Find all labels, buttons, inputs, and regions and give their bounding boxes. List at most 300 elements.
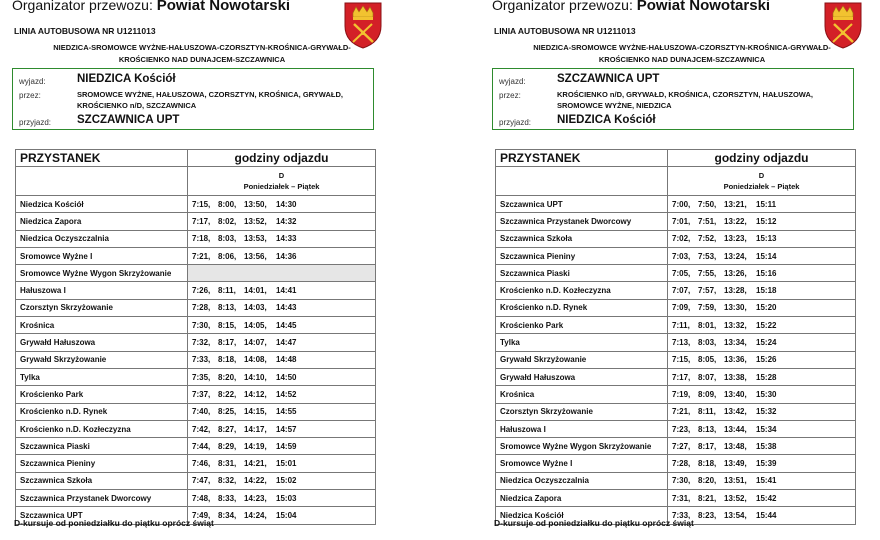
table-row <box>16 282 376 299</box>
table-row <box>16 351 376 368</box>
departure-stop: NIEDZICA Kościół <box>77 73 176 85</box>
course-header-blank <box>16 167 188 196</box>
departure-time: 7:51, <box>698 216 717 226</box>
departure-time: 7:47, <box>192 476 211 486</box>
departure-time: 15:02 <box>276 476 297 486</box>
departure-time: 7:50, <box>698 199 717 209</box>
departure-time: 7:49, <box>192 510 211 520</box>
departure-time: 15:34 <box>756 424 777 434</box>
table-row <box>16 196 376 213</box>
departure-time: 8:20, <box>698 476 717 486</box>
stop-name: Hałuszowa I <box>496 420 668 437</box>
departure-time: 7:15, <box>192 199 211 209</box>
departure-time: 8:20, <box>218 372 237 382</box>
table-row <box>16 472 376 489</box>
departure-time: 7:35, <box>192 372 211 382</box>
departure-time: 7:13, <box>672 338 691 348</box>
departure-times <box>188 438 376 455</box>
stop-name: Sromowce Wyżne Wygon Skrzyżowanie <box>16 265 188 282</box>
timetable <box>15 149 376 525</box>
departure-time: 14:10, <box>244 372 267 382</box>
route-summary-box <box>12 68 374 130</box>
departure-times <box>668 196 856 213</box>
departure-time: 8:22, <box>218 389 237 399</box>
departure-time: 7:15, <box>672 355 691 365</box>
course-header <box>188 167 376 196</box>
stop-name: Niedzica Zapora <box>496 490 668 507</box>
departure-time: 14:24, <box>244 510 267 520</box>
stop-name: Niedzica Oczyszczalnia <box>16 230 188 247</box>
departure-time: 8:25, <box>218 407 237 417</box>
departure-times <box>188 368 376 385</box>
departure-time: 7:40, <box>192 407 211 417</box>
departure-time: 15:39 <box>756 459 777 469</box>
departure-times <box>188 213 376 230</box>
arrival-label: przyjazd: <box>499 118 532 127</box>
departure-times <box>188 472 376 489</box>
departure-time: 14:19, <box>244 441 267 451</box>
departure-times <box>668 438 856 455</box>
departure-time: 14:17, <box>244 424 267 434</box>
departure-times <box>668 472 856 489</box>
departure-time: 14:32 <box>276 216 297 226</box>
departure-time: 14:12, <box>244 389 267 399</box>
departure-times <box>188 247 376 264</box>
stop-name: Szczawnica Przystanek Dworcowy <box>496 213 668 230</box>
table-row <box>496 299 856 316</box>
table-row <box>496 247 856 264</box>
stop-name: Hałuszowa I <box>16 282 188 299</box>
table-row <box>16 213 376 230</box>
stop-name: Grywałd Skrzyżowanie <box>16 351 188 368</box>
departure-times <box>668 282 856 299</box>
stop-name: Szczawnica Piaski <box>16 438 188 455</box>
departure-times <box>668 420 856 437</box>
departure-time: 7:18, <box>192 234 211 244</box>
departure-times <box>188 351 376 368</box>
departure-time: 14:21, <box>244 459 267 469</box>
table-row <box>496 455 856 472</box>
departure-time: 15:41 <box>756 476 777 486</box>
column-header-times: godziny odjazdu <box>188 150 376 167</box>
route-summary-box <box>492 68 854 130</box>
departure-time: 7:53, <box>698 251 717 261</box>
departure-label: wyjazd: <box>499 77 526 86</box>
stop-name: Szczawnica Przystanek Dworcowy <box>16 490 188 507</box>
departure-times <box>668 386 856 403</box>
departure-time: 14:07, <box>244 338 267 348</box>
departure-time: 15:38 <box>756 441 777 451</box>
route-line-2: KROŚCIENKO NAD DUNAJCEM-SZCZAWNICA <box>118 55 286 64</box>
via-stops: SROMOWCE WYŻNE, HAŁUSZOWA, CZORSZTYN, KROŚNICA, GRYWAŁD, KROŚCIENKO n/D, SZCZAWNICA <box>77 90 343 110</box>
departure-time: 14:08, <box>244 355 267 365</box>
via-stops: KROŚCIENKO n/D, GRYWAŁD, KROŚNICA, CZORSZTYN, HAŁUSZOWA, SROMOWCE WYŻNE, NIEDZICA <box>557 90 813 110</box>
departure-times <box>188 334 376 351</box>
course-code: D <box>758 171 765 180</box>
course-days: Poniedziałek – Piątek <box>243 182 320 191</box>
departure-times <box>668 213 856 230</box>
route-description <box>492 42 872 66</box>
departure-time: 7:11, <box>672 320 690 330</box>
departure-time: 8:27, <box>218 424 237 434</box>
departure-time: 13:32, <box>724 320 747 330</box>
departure-time: 7:07, <box>672 286 691 296</box>
timetable-page-return <box>492 0 872 540</box>
departure-time: 7:57, <box>698 286 717 296</box>
departure-time: 8:00, <box>218 199 237 209</box>
table-row <box>16 299 376 316</box>
departure-time: 8:02, <box>218 216 237 226</box>
route-description <box>12 42 392 66</box>
stop-name: Tylka <box>16 368 188 385</box>
route-line-2: KROŚCIENKO NAD DUNAJCEM-SZCZAWNICA <box>598 55 766 64</box>
departure-time: 15:18 <box>756 286 777 296</box>
departure-time: 7:37, <box>192 389 211 399</box>
departure-time: 7:59, <box>698 303 717 313</box>
departure-time: 13:52, <box>724 493 747 503</box>
departure-times <box>188 507 376 524</box>
departure-time: 7:42, <box>192 424 211 434</box>
stop-name: Grywałd Hałuszowa <box>496 368 668 385</box>
timetable-page-outbound <box>12 0 392 540</box>
stop-name: Krościenko n.D. Rynek <box>16 403 188 420</box>
departure-time: 15:32 <box>756 407 777 417</box>
departure-time: 13:24, <box>724 251 747 261</box>
departure-time: 8:03, <box>698 338 717 348</box>
stop-name: Sromowce Wyżne I <box>496 455 668 472</box>
departure-time: 15:16 <box>756 268 777 278</box>
departure-times <box>188 420 376 437</box>
departure-time: 14:50 <box>276 372 297 382</box>
departure-stop: SZCZAWNICA UPT <box>557 73 660 85</box>
departure-times <box>668 317 856 334</box>
departure-time: 8:31, <box>218 459 237 469</box>
departure-time: 8:32, <box>218 476 237 486</box>
departure-times <box>188 196 376 213</box>
table-row <box>496 420 856 437</box>
departure-time: 14:43 <box>276 303 297 313</box>
departure-time: 8:18, <box>218 355 237 365</box>
stop-name: Szczawnica Pieniny <box>16 455 188 472</box>
departure-times <box>188 265 376 282</box>
organizer-label: Organizator przewozu: <box>12 0 153 13</box>
departure-time: 15:30 <box>756 389 777 399</box>
departure-time: 15:26 <box>756 355 777 365</box>
course-header-row <box>496 167 856 196</box>
departure-time: 8:18, <box>698 459 717 469</box>
departure-time: 15:42 <box>756 493 777 503</box>
departure-time: 15:28 <box>756 372 777 382</box>
departure-time: 14:05, <box>244 320 267 330</box>
departure-time: 13:49, <box>724 459 747 469</box>
via-label: przez: <box>19 91 41 100</box>
departure-time: 7:19, <box>672 389 691 399</box>
departure-time: 7:00, <box>672 199 691 209</box>
table-row <box>496 213 856 230</box>
departure-time: 8:23, <box>698 510 717 520</box>
departure-time: 7:26, <box>192 286 211 296</box>
departure-time: 7:48, <box>192 493 211 503</box>
table-row <box>16 230 376 247</box>
via-label: przez: <box>499 91 521 100</box>
organizer-line <box>492 0 770 14</box>
table-row <box>496 196 856 213</box>
departure-time: 13:44, <box>724 424 747 434</box>
departure-times <box>668 247 856 264</box>
line-number: LINIA AUTOBUSOWA NR U1211013 <box>14 26 156 36</box>
table-row <box>496 282 856 299</box>
table-row <box>496 265 856 282</box>
course-days: Poniedziałek – Piątek <box>723 182 800 191</box>
departure-times <box>188 455 376 472</box>
column-header-stop: PRZYSTANEK <box>16 150 188 167</box>
departure-time: 13:52, <box>244 216 267 226</box>
departure-times <box>668 403 856 420</box>
table-row <box>16 386 376 403</box>
departure-time: 14:33 <box>276 234 297 244</box>
departure-times <box>668 230 856 247</box>
departure-time: 13:51, <box>724 476 747 486</box>
table-row <box>496 438 856 455</box>
departure-time: 8:21, <box>698 493 717 503</box>
stop-name: Krośnica <box>16 317 188 334</box>
departure-time: 7:27, <box>672 441 691 451</box>
table-row <box>496 490 856 507</box>
departure-time: 13:26, <box>724 268 747 278</box>
departure-time: 14:48 <box>276 355 297 365</box>
route-line-1: NIEDZICA-SROMOWCE WYŻNE-HAŁUSZOWA-CZORSZTYN-KROŚNICA-GRYWAŁD- <box>53 43 351 52</box>
departure-time: 7:44, <box>192 441 211 451</box>
departure-time: 14:22, <box>244 476 267 486</box>
departure-time: 7:33, <box>672 510 691 520</box>
departure-time: 8:33, <box>218 493 237 503</box>
departure-times <box>668 507 856 524</box>
departure-time: 14:03, <box>244 303 267 313</box>
departure-time: 15:14 <box>756 251 777 261</box>
stop-name: Szczawnica Pieniny <box>496 247 668 264</box>
departure-time: 15:03 <box>276 493 297 503</box>
departure-time: 8:29, <box>218 441 237 451</box>
column-header-stop: PRZYSTANEK <box>496 150 668 167</box>
organizer-label: Organizator przewozu: <box>492 0 633 13</box>
departure-time: 14:57 <box>276 424 297 434</box>
departure-time: 15:22 <box>756 320 777 330</box>
departure-time: 7:17, <box>192 216 211 226</box>
stop-name: Szczawnica Szkoła <box>496 230 668 247</box>
departure-time: 13:36, <box>724 355 747 365</box>
stop-name: Czorsztyn Skrzyżowanie <box>496 403 668 420</box>
departure-time: 7:32, <box>192 338 211 348</box>
departure-times <box>668 265 856 282</box>
stop-name: Szczawnica UPT <box>16 507 188 524</box>
departure-time: 8:15, <box>218 320 237 330</box>
stop-name: Krościenko n.D. Kozłeczyzna <box>16 420 188 437</box>
departure-time: 7:21, <box>192 251 211 261</box>
stop-name: Szczawnica UPT <box>496 196 668 213</box>
departure-time: 7:52, <box>698 234 717 244</box>
stop-name: Niedzica Kościół <box>496 507 668 524</box>
departure-time: 8:17, <box>218 338 237 348</box>
departure-time: 7:02, <box>672 234 691 244</box>
departure-time: 13:50, <box>244 199 267 209</box>
departure-time: 13:56, <box>244 251 267 261</box>
stop-name: Czorsztyn Skrzyżowanie <box>16 299 188 316</box>
departure-time: 14:23, <box>244 493 267 503</box>
departure-times <box>668 368 856 385</box>
departure-times <box>188 490 376 507</box>
timetable <box>495 149 856 525</box>
stop-name: Krościenko n.D. Kozłeczyzna <box>496 282 668 299</box>
departure-time: 13:23, <box>724 234 747 244</box>
arrival-label: przyjazd: <box>19 118 52 127</box>
stop-name: Tylka <box>496 334 668 351</box>
departure-time: 13:28, <box>724 286 747 296</box>
stop-name: Krościenko Park <box>496 317 668 334</box>
table-row <box>496 386 856 403</box>
departure-time: 14:47 <box>276 338 297 348</box>
departure-time: 8:11, <box>218 286 236 296</box>
table-row <box>16 265 376 282</box>
stop-name: Szczawnica Piaski <box>496 265 668 282</box>
organizer-name: Powiat Nowotarski <box>156 0 291 14</box>
table-row <box>496 368 856 385</box>
departure-time: 7:30, <box>672 476 691 486</box>
departure-time: 7:55, <box>698 268 717 278</box>
arrival-stop: NIEDZICA Kościół <box>557 114 656 126</box>
stop-name: Niedzica Oczyszczalnia <box>496 472 668 489</box>
table-row <box>16 334 376 351</box>
table-row <box>496 351 856 368</box>
departure-time: 8:07, <box>698 372 717 382</box>
departure-time: 7:03, <box>672 251 691 261</box>
stop-name: Szczawnica Szkoła <box>16 472 188 489</box>
departure-times <box>188 299 376 316</box>
departure-times <box>188 403 376 420</box>
course-header-row <box>16 167 376 196</box>
table-row <box>16 490 376 507</box>
stop-name: Krościenko n.D. Rynek <box>496 299 668 316</box>
departure-time: 13:42, <box>724 407 747 417</box>
departure-time: 13:22, <box>724 216 747 226</box>
departure-time: 14:30 <box>276 199 297 209</box>
departure-time: 15:11 <box>756 199 777 209</box>
departure-time: 14:59 <box>276 441 297 451</box>
departure-time: 7:30, <box>192 320 211 330</box>
table-header-row <box>496 150 856 167</box>
stop-name: Krośnica <box>496 386 668 403</box>
departure-time: 8:17, <box>698 441 717 451</box>
stop-name: Niedzica Kościół <box>16 196 188 213</box>
departure-times <box>188 282 376 299</box>
table-row <box>496 334 856 351</box>
departure-time: 14:01, <box>244 286 267 296</box>
departure-time: 8:03, <box>218 234 237 244</box>
departure-time: 7:17, <box>672 372 691 382</box>
departure-time: 13:53, <box>244 234 267 244</box>
stop-name: Sromowce Wyżne I <box>16 247 188 264</box>
departure-time: 13:38, <box>724 372 747 382</box>
table-row <box>16 455 376 472</box>
departure-time: 13:40, <box>724 389 747 399</box>
stop-name: Grywałd Skrzyżowanie <box>496 351 668 368</box>
table-row <box>16 247 376 264</box>
departure-label: wyjazd: <box>19 77 46 86</box>
departure-time: 8:34, <box>218 510 237 520</box>
departure-time: 8:13, <box>698 424 717 434</box>
departure-time: 14:41 <box>276 286 297 296</box>
table-row <box>496 317 856 334</box>
table-row <box>496 230 856 247</box>
table-header-row <box>16 150 376 167</box>
table-row <box>496 403 856 420</box>
departure-time: 8:11, <box>698 407 716 417</box>
departure-time: 7:31, <box>672 493 691 503</box>
departure-time: 7:01, <box>672 216 691 226</box>
stop-name: Grywałd Hałuszowa <box>16 334 188 351</box>
departure-time: 7:33, <box>192 355 211 365</box>
organizer-name: Powiat Nowotarski <box>636 0 771 14</box>
table-row <box>16 368 376 385</box>
departure-times <box>668 351 856 368</box>
departure-time: 14:45 <box>276 320 297 330</box>
departure-times <box>668 299 856 316</box>
departure-time: 14:36 <box>276 251 297 261</box>
departure-times <box>668 334 856 351</box>
course-header-blank <box>496 167 668 196</box>
stop-name: Sromowce Wyżne Wygon Skrzyżowanie <box>496 438 668 455</box>
departure-time: 13:21, <box>724 199 747 209</box>
departure-time: 7:28, <box>672 459 691 469</box>
stop-name: Niedzica Zapora <box>16 213 188 230</box>
departure-time: 8:01, <box>698 320 717 330</box>
departure-time: 13:54, <box>724 510 747 520</box>
departure-time: 15:13 <box>756 234 777 244</box>
departure-time: 13:30, <box>724 303 747 313</box>
departure-times <box>188 317 376 334</box>
departure-time: 14:52 <box>276 389 297 399</box>
stop-name: Krościenko Park <box>16 386 188 403</box>
table-row <box>496 472 856 489</box>
table-row <box>16 317 376 334</box>
departure-times <box>668 490 856 507</box>
departure-time: 15:20 <box>756 303 777 313</box>
line-number: LINIA AUTOBUSOWA NR U1211013 <box>494 26 636 36</box>
table-row <box>16 420 376 437</box>
departure-time: 14:55 <box>276 407 297 417</box>
departure-time: 15:01 <box>276 459 297 469</box>
departure-time: 13:48, <box>724 441 747 451</box>
departure-time: 8:13, <box>218 303 237 313</box>
departure-times <box>188 230 376 247</box>
departure-time: 7:05, <box>672 268 691 278</box>
departure-time: 13:34, <box>724 338 747 348</box>
departure-time: 15:12 <box>756 216 777 226</box>
departure-times <box>188 386 376 403</box>
departure-time: 7:28, <box>192 303 211 313</box>
departure-time: 15:24 <box>756 338 777 348</box>
departure-time: 7:21, <box>672 407 691 417</box>
footnote: D-kursuje od poniedziałku do piątku oprócz świąt <box>494 518 694 528</box>
departure-time: 8:09, <box>698 389 717 399</box>
departure-time: 8:05, <box>698 355 717 365</box>
footnote: D-kursuje od poniedziałku do piątku oprócz świąt <box>14 518 214 528</box>
organizer-line <box>12 0 290 14</box>
departure-time: 7:09, <box>672 303 691 313</box>
departure-time: 7:46, <box>192 459 211 469</box>
route-line-1: NIEDZICA-SROMOWCE WYŻNE-HAŁUSZOWA-CZORSZTYN-KROŚNICA-GRYWAŁD- <box>533 43 831 52</box>
departure-time: 14:15, <box>244 407 267 417</box>
table-row <box>16 403 376 420</box>
